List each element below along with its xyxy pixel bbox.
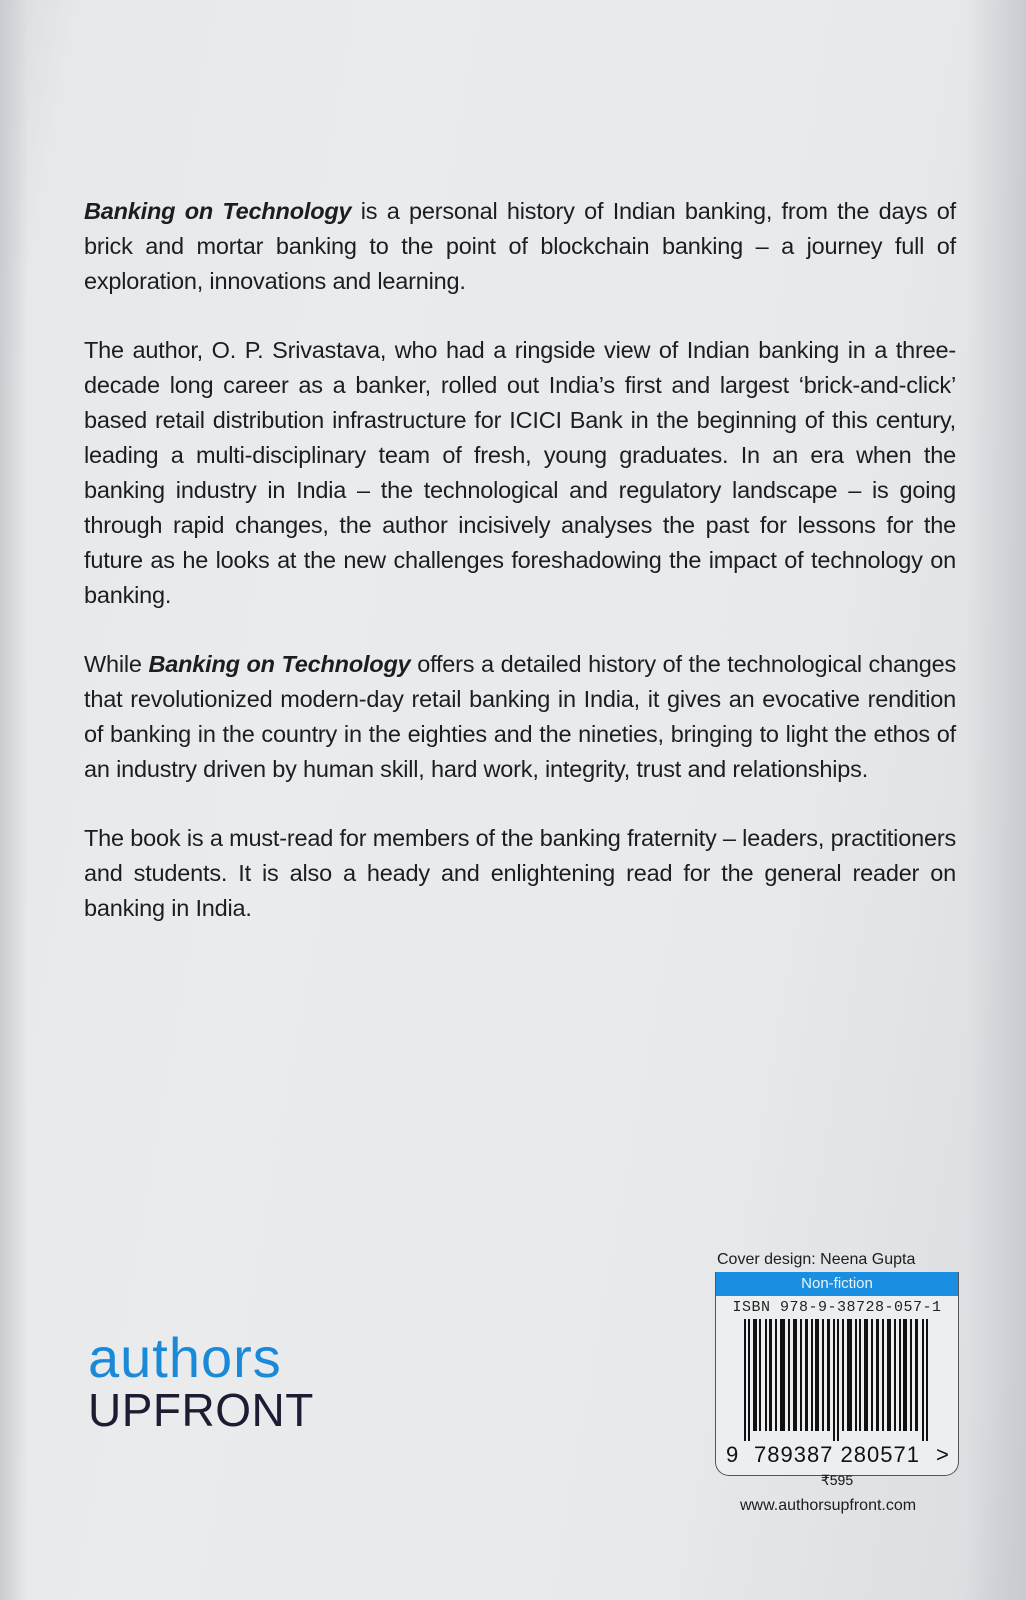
isbn-barcode-box: Non-fiction ISBN 978-9-38728-057-1 9 789387 280571 > ₹595	[715, 1272, 959, 1476]
logo-authors-text: authors	[88, 1326, 282, 1389]
blurb-paragraph-1: Banking on Technology is a personal history of Indian banking, from the days of brick and mortar banking to the point of blockchain banking – a journey full of exploration, innovations and learning.	[84, 198, 956, 294]
book-title-emphasis: Banking on Technology	[148, 651, 411, 677]
price-label: ₹595	[820, 1472, 854, 1488]
isbn-number: ISBN 978-9-38728-057-1	[732, 1299, 942, 1316]
publisher-logo	[88, 1326, 314, 1436]
plastic-wrap-edge-right	[966, 0, 1026, 1600]
barcode-icon	[744, 1319, 934, 1441]
book-title-emphasis: Banking on Technology	[84, 198, 352, 224]
blurb-paragraph-4: The book is a must-read for members of the banking fraternity – leaders, practitioners and students. It is also a heady and enlightening read for the general reader on banking in India.	[84, 825, 956, 921]
plastic-wrap-edge-left	[0, 0, 28, 1600]
cover-design-credit: Cover design: Neena Gupta	[717, 1251, 916, 1268]
genre-label: Non-fiction	[716, 1272, 958, 1296]
publisher-website: www.authorsupfront.com	[740, 1497, 917, 1514]
blurb-paragraph-2: The author, O. P. Srivastava, who had a ringside view of Indian banking in a three-decade long career as a banker, rolled out India’s first and largest ‘brick-and-click’ based retail distribution infrastructure for ICICI Bank in the beginning of this century, leading a multi-disciplinary team of fresh, young graduates. In an era when the banking industry in India – the technological and regulatory landscape – is going through rapid changes, the author incisively analyses the past for lessons for the future as he looks at the new challenges foreshadowing the impact of technology on banking.	[84, 337, 956, 608]
blurb-paragraph-3: While Banking on Technology offers a detailed history of the technological changes that revolutionized modern-day retail banking in India, it gives an evocative rendition of banking in the country in the eighties and the nineties, bringing to light the ethos of an industry driven by human skill, hard work, integrity, trust and relationships.	[84, 651, 957, 782]
back-cover-blurb	[84, 194, 956, 960]
logo-upfront-text: UPFRONT	[88, 1384, 314, 1436]
